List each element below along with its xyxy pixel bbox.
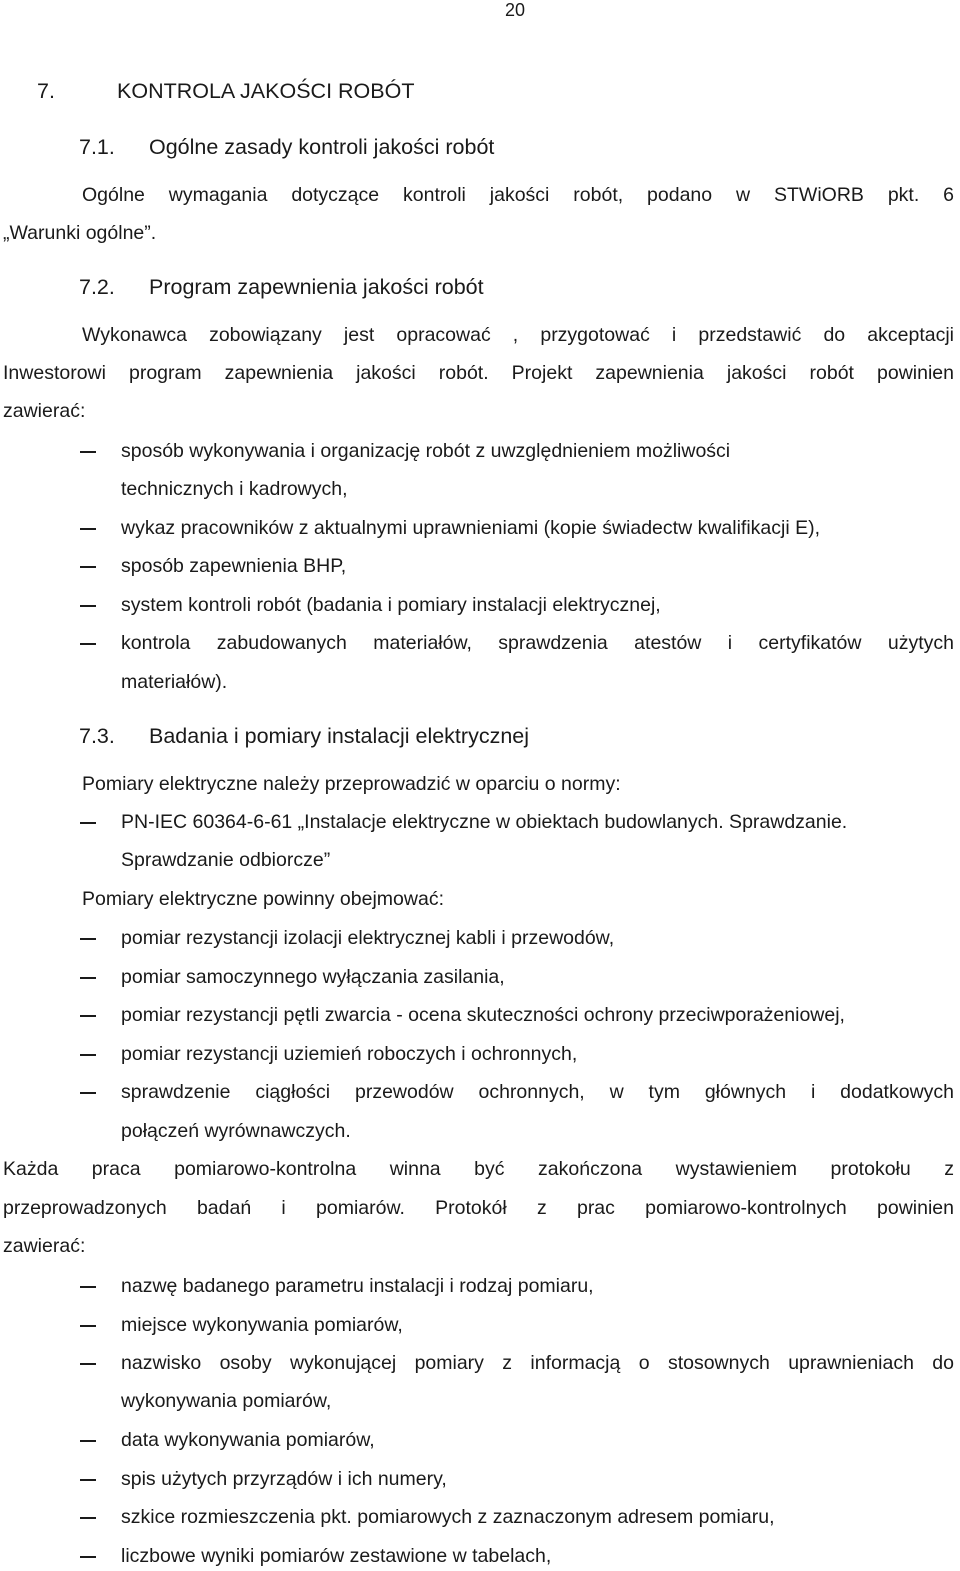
- list-item-text: miejsce wykonywania pomiarów,: [121, 1314, 403, 1336]
- bullet-dash: [80, 566, 96, 568]
- list-item-text: sposób zapewnienia BHP,: [121, 555, 347, 577]
- subsection-title: Badania i pomiary instalacji elektrycznej: [149, 724, 530, 748]
- paragraph-line: zawierać:: [3, 1235, 86, 1257]
- list-item-text: sposób wykonywania i organizację robót z uwzględnieniem możliwości: [121, 440, 731, 462]
- paragraph-line: zawierać:: [3, 400, 86, 422]
- list-item-text: szkice rozmieszczenia pkt. pomiarowych z zaznaczonym adresem pomiaru,: [121, 1506, 775, 1528]
- list-item-text: materiałów).: [121, 671, 228, 693]
- list-item-text: pomiar rezystancji pętli zwarcia - ocena skuteczności ochrony przeciwporażeniowej,: [121, 1004, 845, 1026]
- subsection-number: 7.1.: [79, 135, 115, 159]
- list-item-text: Sprawdzanie odbiorcze”: [121, 849, 331, 871]
- paragraph-line: Pomiary elektryczne powinny obejmować:: [82, 888, 444, 910]
- list-item-text: pomiar rezystancji izolacji elektrycznej kabli i przewodów,: [121, 927, 615, 949]
- subsection-number: 7.3.: [79, 724, 115, 748]
- bullet-dash: [80, 1363, 96, 1365]
- paragraph-line: przeprowadzonych badań i pomiarów. Protokół z prac pomiarowo-kontrolnych powinien: [3, 1197, 954, 1219]
- bullet-dash: [80, 1440, 96, 1442]
- bullet-dash: [80, 643, 96, 645]
- paragraph-line: Wykonawca zobowiązany jest opracować , przygotować i przedstawić do akceptacji: [82, 324, 954, 346]
- bullet-dash: [80, 1286, 96, 1288]
- paragraph-line: Pomiary elektryczne należy przeprowadzić w oparciu o normy:: [82, 773, 621, 795]
- bullet-dash: [80, 822, 96, 824]
- bullet-dash: [80, 1479, 96, 1481]
- paragraph-line: „Warunki ogólne”.: [3, 222, 157, 244]
- bullet-dash: [80, 938, 96, 940]
- section-title: KONTROLA JAKOŚCI ROBÓT: [117, 79, 415, 103]
- paragraph-line: Inwestorowi program zapewnienia jakości robót. Projekt zapewnienia jakości robót powinien: [3, 362, 954, 384]
- bullet-dash: [80, 977, 96, 979]
- list-item-text: technicznych i kadrowych,: [121, 478, 348, 500]
- list-item-text: liczbowe wyniki pomiarów zestawione w tabelach,: [121, 1545, 552, 1567]
- bullet-dash: [80, 1556, 96, 1558]
- page-number: 20: [505, 0, 526, 20]
- list-item-text: pomiar samoczynnego wyłączania zasilania,: [121, 966, 505, 988]
- list-item-text: PN-IEC 60364-6-61 „Instalacje elektryczne w obiektach budowlanych. Sprawdzanie.: [121, 811, 848, 833]
- subsection-title: Program zapewnienia jakości robót: [149, 275, 484, 299]
- paragraph-line: Ogólne wymagania dotyczące kontroli jakości robót, podano w STWiORB pkt. 6: [82, 184, 954, 206]
- bullet-dash: [80, 1015, 96, 1017]
- list-item-text: połączeń wyrównawczych.: [121, 1120, 351, 1142]
- list-item-text: sprawdzenie ciągłości przewodów ochronnych, w tym głównych i dodatkowych: [121, 1081, 954, 1103]
- section-number: 7.: [37, 79, 55, 103]
- bullet-dash: [80, 1092, 96, 1094]
- bullet-dash: [80, 1325, 96, 1327]
- list-item-text: pomiar rezystancji uziemień roboczych i ochronnych,: [121, 1043, 578, 1065]
- list-item-text: data wykonywania pomiarów,: [121, 1429, 375, 1451]
- list-item-text: spis użytych przyrządów i ich numery,: [121, 1468, 447, 1490]
- list-item-text: nazwisko osoby wykonującej pomiary z informacją o stosownych uprawnieniach do: [121, 1352, 954, 1374]
- list-item-text: wykaz pracowników z aktualnymi uprawnieniami (kopie świadectw kwalifikacji E),: [121, 517, 821, 539]
- list-item-text: kontrola zabudowanych materiałów, sprawdzenia atestów i certyfikatów użytych: [121, 632, 954, 654]
- bullet-dash: [80, 605, 96, 607]
- bullet-dash: [80, 451, 96, 453]
- list-item-text: wykonywania pomiarów,: [121, 1390, 332, 1412]
- list-item-text: nazwę badanego parametru instalacji i rodzaj pomiaru,: [121, 1275, 594, 1297]
- subsection-title: Ogólne zasady kontroli jakości robót: [149, 135, 495, 159]
- paragraph-line: Każda praca pomiarowo-kontrolna winna być zakończona wystawieniem protokołu z: [3, 1158, 954, 1180]
- bullet-dash: [80, 1054, 96, 1056]
- bullet-dash: [80, 528, 96, 530]
- list-item-text: system kontroli robót (badania i pomiary instalacji elektrycznej,: [121, 594, 661, 616]
- subsection-number: 7.2.: [79, 275, 115, 299]
- bullet-dash: [80, 1517, 96, 1519]
